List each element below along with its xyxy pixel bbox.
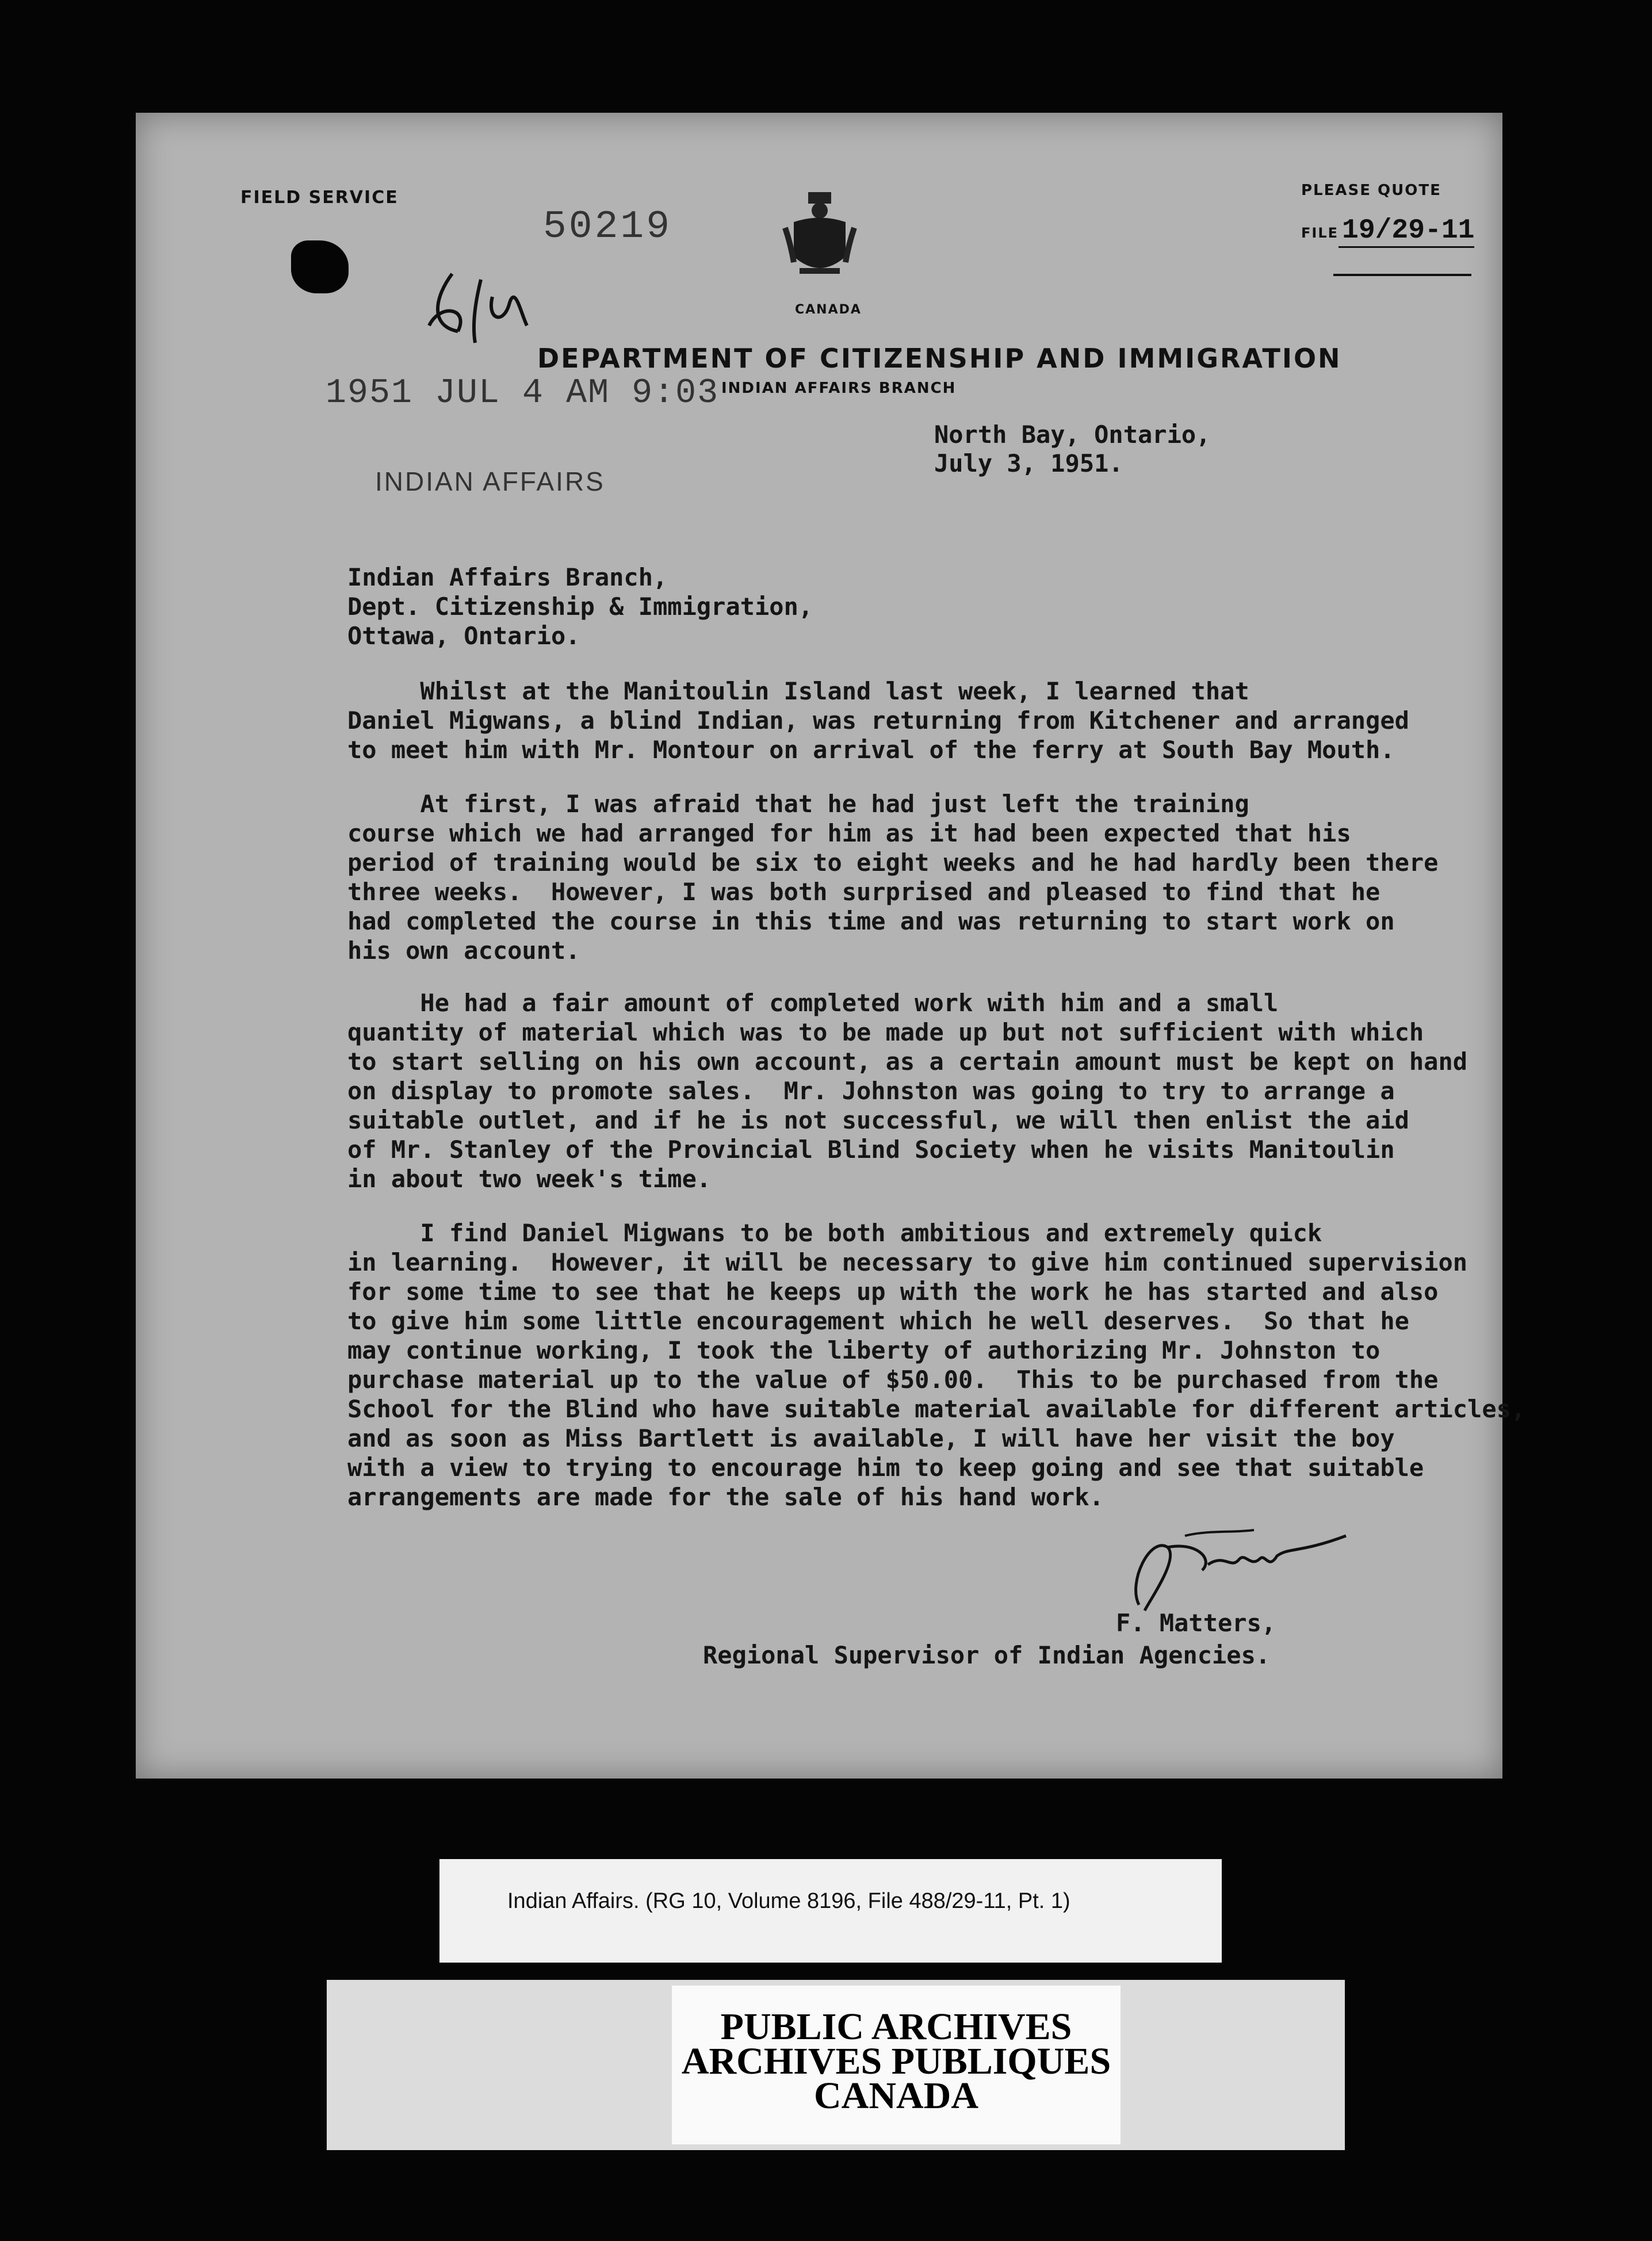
paragraph-line: arrangements are made for the sale of his hand work. [347,1483,1104,1511]
file-reference [1301,215,1474,246]
paragraph-line: to give him some little encouragement which he well deserves. So that he [347,1307,1409,1335]
paragraph-3 [347,988,1467,1194]
archive-citation-label [439,1859,1222,1963]
punch-hole [291,240,349,293]
file-number: 19/29-11 [1339,215,1474,248]
paragraph-line: He had a fair amount of completed work with him and a small [347,989,1279,1017]
paragraph-line: for some time to see that he keeps up with the work he has started and also [347,1278,1439,1306]
public-archives-label [327,1980,1345,2150]
paragraph-line: I find Daniel Migwans to be both ambitious and extremely quick [347,1219,1322,1247]
stamp-number: 50219 [543,205,672,249]
field-service-label: FIELD SERVICE [240,188,399,208]
paragraph-line: may continue working, I took the liberty of authorizing Mr. Johnston to [347,1336,1381,1364]
paragraph-line: in learning. However, it will be necessary to give him continued supervision [347,1248,1468,1276]
paragraph-line: to start selling on his own account, as a certain amount must be kept on hand [347,1047,1468,1076]
paragraph-line: in about two week's time. [347,1165,712,1193]
indian-affairs-stamp: INDIAN AFFAIRS [375,466,605,496]
paragraph-line: Daniel Migwans, a blind Indian, was returning from Kitchener and arranged [347,706,1409,735]
canada-coat-of-arms-icon [782,188,857,285]
paragraph-line: of Mr. Stanley of the Provincial Blind Society when he visits Manitoulin [347,1135,1395,1164]
file-underline [1333,274,1471,276]
paragraph-4 [347,1218,1525,1512]
public-archives-line-3: CANADA [814,2075,978,2117]
paragraph-line: suitable outlet, and if he is not successful, we will then enlist the aid [347,1106,1409,1134]
received-date-stamp: 1951 JUL 4 AM 9:03 [326,374,720,413]
public-archives-line-2: ARCHIVES PUBLIQUES [681,2040,1111,2082]
date-line: July 3, 1951. [934,449,1123,477]
paragraph-line: three weeks. However, I was both surprised and pleased to find that he [347,878,1381,906]
paragraph-line: had completed the course in this time and was returning to start work on [347,907,1395,935]
address-block [347,563,813,651]
paragraph-line: At first, I was afraid that he had just left the training [347,790,1249,818]
place-line: North Bay, Ontario, [934,420,1211,449]
archive-citation: Indian Affairs. (RG 10, Volume 8196, File 488/29-11, Pt. 1) [507,1889,1070,1913]
signatory-name: F. Matters, [1116,1609,1276,1637]
paragraph-line: his own account. [347,936,580,965]
paragraph-2 [347,789,1438,965]
address-line: Dept. Citizenship & Immigration, [347,592,813,621]
paragraph-line: School for the Blind who have suitable material available for different articles, [347,1395,1526,1423]
paragraph-1 [347,676,1409,764]
paragraph-line: quantity of material which was to be made up but not sufficient with which [347,1018,1424,1046]
department-title: DEPARTMENT OF CITIZENSHIP AND IMMIGRATION [537,343,1342,374]
paragraph-line: to meet him with Mr. Montour on arrival of the ferry at South Bay Mouth. [347,736,1395,764]
paragraph-line: with a view to trying to encourage him to keep going and see that suitable [347,1454,1424,1482]
paragraph-line: on display to promote sales. Mr. Johnston was going to try to arrange a [347,1077,1395,1105]
public-archives-line-1: PUBLIC ARCHIVES [720,2006,1072,2048]
initials-signature [418,262,544,354]
signatory-title: Regional Supervisor of Indian Agencies. [703,1641,1271,1669]
address-line: Indian Affairs Branch, [347,563,668,591]
paragraph-line: course which we had arranged for him as it had been expected that his [347,819,1351,847]
paragraph-line: Whilst at the Manitoulin Island last week, I learned that [347,677,1249,705]
file-label: FILE [1301,225,1339,241]
branch-title: INDIAN AFFAIRS BRANCH [721,380,957,397]
please-quote-label: PLEASE QUOTE [1301,182,1441,199]
paragraph-line: purchase material up to the value of $50.00. This to be purchased from the [347,1366,1439,1394]
paragraph-line: period of training would be six to eight weeks and he had hardly been there [347,848,1439,877]
canada-label: CANADA [795,303,862,317]
address-line: Ottawa, Ontario. [347,622,580,650]
paragraph-line: and as soon as Miss Bartlett is available, I will have her visit the boy [347,1424,1395,1452]
public-archives-plate [672,1986,1121,2144]
